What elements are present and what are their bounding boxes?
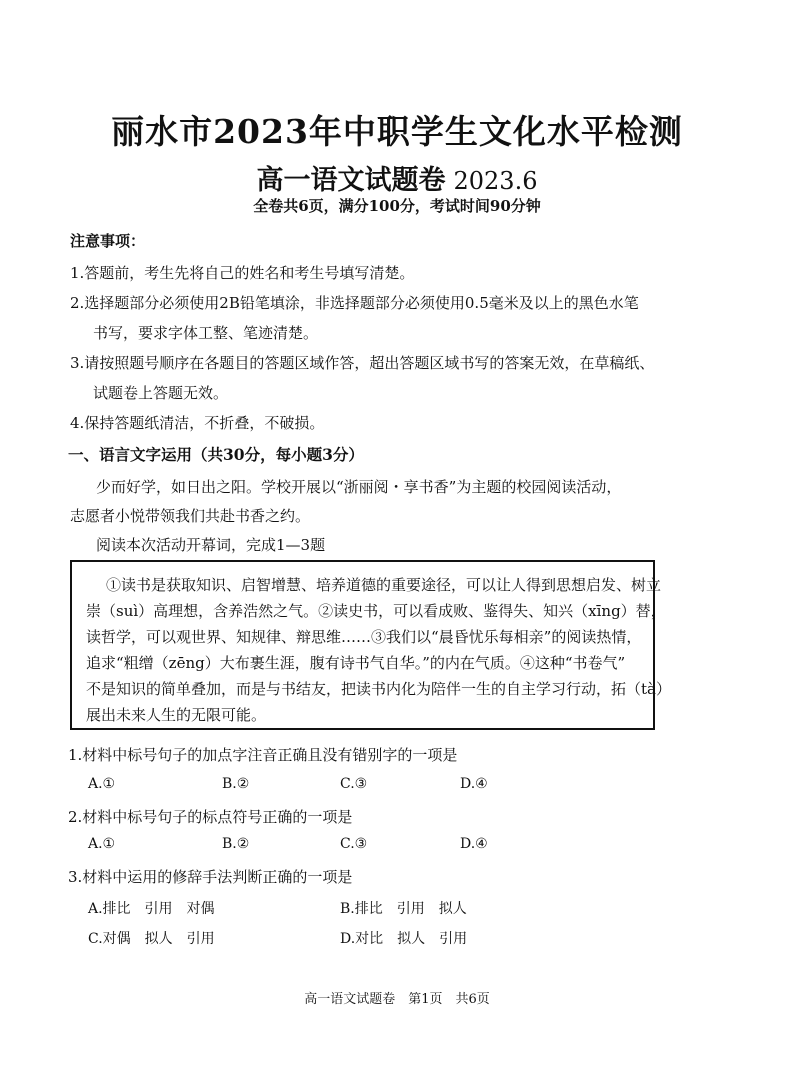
material-line: 追求“粗缯（zēng）大布裹生涯，腹有诗书气自华。”的内在气质。④这种“书卷气” [86, 654, 626, 672]
question-option: D.④ [460, 836, 488, 852]
note-line: 书写，要求字体工整、笔迹清楚。 [93, 324, 319, 342]
question-stem: 2.材料中标号句子的标点符号正确的一项是 [68, 808, 353, 826]
question-option: C.③ [340, 776, 368, 792]
exam-info: 全卷共6页，满分100分，考试时间90分钟 [253, 197, 541, 215]
page-footer: 高一语文试题卷 第1页 共6页 [304, 992, 490, 1007]
question-option: B.② [222, 836, 250, 852]
question-option: A.① [88, 776, 116, 792]
section1-heading: 一、语言文字运用（共30分，每小题3分） [68, 445, 364, 464]
note-line: 试题卷上答题无效。 [93, 384, 229, 402]
material-line: ①读书是获取知识、启智增慧、培养道德的重要途径，可以让人得到思想启发、树立 [106, 576, 662, 594]
subtitle-text: 高一语文试题卷 [256, 165, 446, 196]
section1-intro: 少而好学，如日出之阳。学校开展以“浙丽阅・享书香”为主题的校园阅读活动， [96, 478, 622, 496]
note-line: 3.请按照题号顺序在各题目的答题区域作答，超出答题区域书写的答案无效，在草稿纸、 [70, 354, 655, 372]
question-option: B.排比 引用 拟人 [340, 901, 467, 917]
material-line: 不是知识的简单叠加，而是与书结友，把读书内化为陪伴一生的自主学习行动，拓（tà） [86, 680, 671, 698]
exam-title: 丽水市2023年中职学生文化水平检测 [111, 112, 683, 151]
exam-date: 2023.6 [453, 167, 538, 195]
section1-intro: 志愿者小悦带领我们共赴书香之约。 [70, 507, 311, 525]
question-option: A.① [88, 836, 116, 852]
question-option: C.对偶 拟人 引用 [88, 931, 215, 947]
question-stem: 3.材料中运用的修辞手法判断正确的一项是 [68, 868, 353, 886]
material-line: 崇（suì）高理想，含养浩然之气。②读史书，可以看成败、鉴得失、知兴（xīng）替， [86, 602, 666, 620]
section1-instruction: 阅读本次活动开幕词，完成1—3题 [96, 536, 326, 554]
note-line: 4.保持答题纸清洁，不折叠，不破损。 [70, 414, 325, 432]
note-line: 2.选择题部分必须使用2B铅笔填涂，非选择题部分必须使用0.5毫米及以上的黑色水笔 [70, 294, 639, 312]
question-option: A.排比 引用 对偶 [88, 901, 215, 917]
exam-subtitle [0, 158, 794, 197]
question-option: D.对比 拟人 引用 [340, 931, 468, 947]
question-option: D.④ [460, 776, 488, 792]
question-option: C.③ [340, 836, 368, 852]
material-line: 读哲学，可以观世界、知规律、辩思维……③我们以“晨昏忧乐每相亲”的阅读热情， [86, 628, 642, 646]
question-option: B.② [222, 776, 250, 792]
question-stem: 1.材料中标号句子的加点字注音正确且没有错别字的一项是 [68, 746, 458, 764]
note-line: 1.答题前，考生先将自己的姓名和考生号填写清楚。 [70, 264, 415, 282]
notes-heading: 注意事项： [70, 232, 146, 250]
material-line: 展出未来人生的无限可能。 [86, 706, 267, 724]
material-box [70, 560, 671, 730]
